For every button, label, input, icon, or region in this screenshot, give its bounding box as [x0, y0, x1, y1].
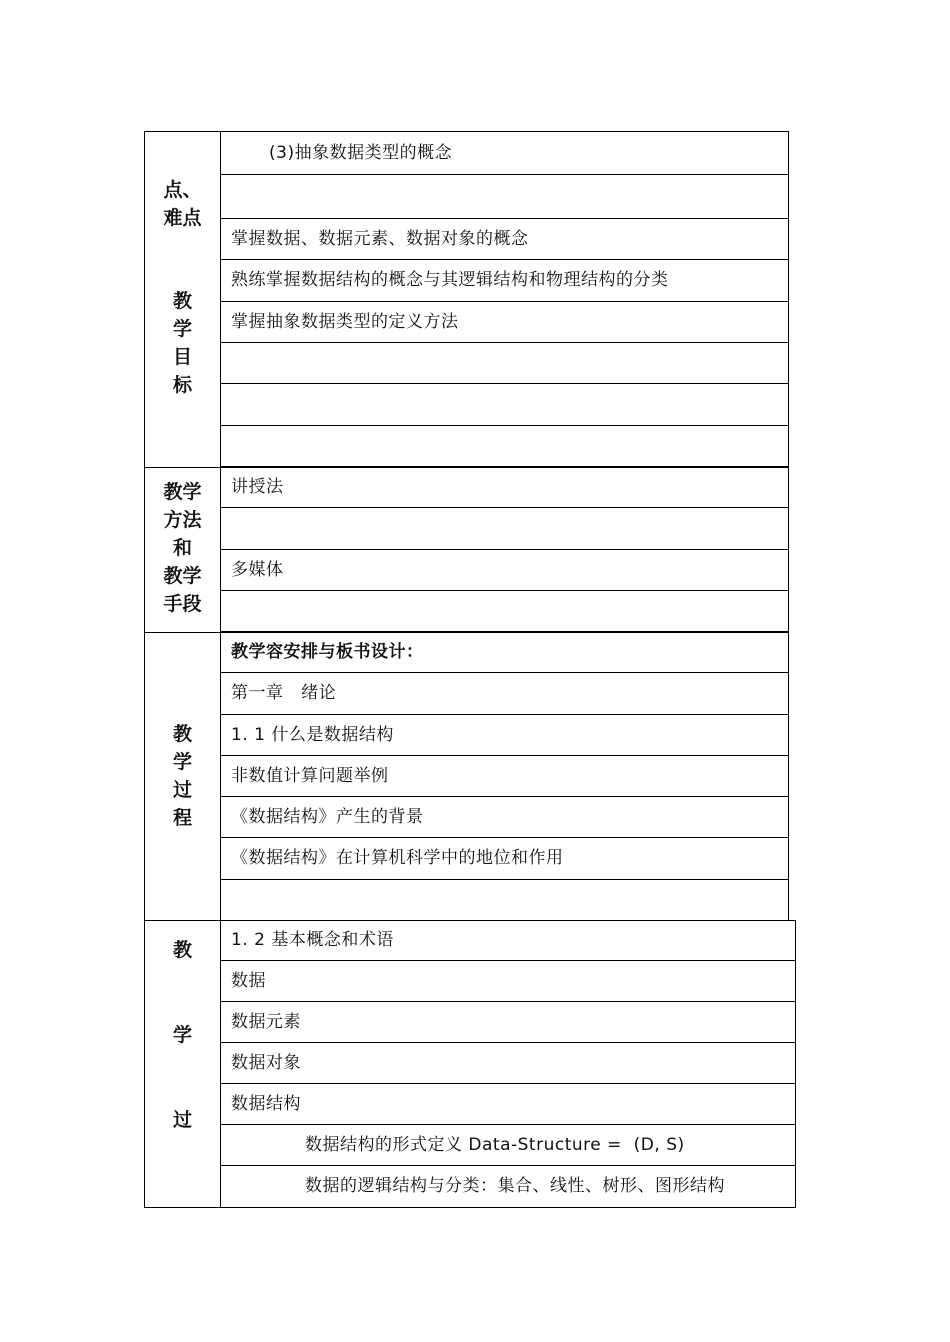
objective-row	[220, 302, 788, 343]
objective-row	[220, 260, 788, 302]
section-title: 1. 2 基本概念和术语	[231, 929, 394, 950]
keypoint-row	[220, 175, 788, 219]
process-row	[220, 838, 788, 880]
process-heading: 教学容安排与板书设计：	[231, 641, 424, 662]
formal-definition: 数据结构的形式定义 Data-Structure = (D, S)	[305, 1134, 685, 1155]
keypoint-text: (3)抽象数据类型的概念	[269, 142, 453, 163]
method-text: 多媒体	[231, 559, 284, 580]
logical-structure-text: 数据的逻辑结构与分类：集合、线性、树形、图形结构	[305, 1175, 725, 1196]
methods-label: 教学 方法 和 教学 手段	[163, 481, 202, 615]
objective-text: 掌握数据、数据元素、数据对象的概念	[231, 228, 529, 249]
keypoints-label-line2: 难点	[163, 207, 202, 229]
process-row	[220, 797, 788, 838]
process-text: 数据	[231, 970, 266, 991]
process-row	[220, 673, 788, 715]
process-row	[220, 880, 788, 920]
process-row	[220, 1084, 795, 1125]
lesson-plan-table	[144, 131, 789, 921]
objective-row	[220, 219, 788, 260]
process-text: 非数值计算问题举例	[231, 765, 389, 786]
keypoints-label-line1: 点、	[163, 179, 202, 201]
process-row	[220, 1166, 795, 1206]
process-text: 数据对象	[231, 1052, 301, 1073]
process-text: 《数据结构》产生的背景	[231, 806, 424, 827]
process-label-char: 教	[172, 939, 192, 961]
process-row	[220, 632, 788, 673]
method-row	[220, 550, 788, 591]
method-row	[220, 467, 788, 508]
objectives-label: 教 学 目 标	[172, 290, 192, 396]
process-text: 《数据结构》在计算机科学中的地位和作用	[231, 848, 564, 868]
process-row	[220, 961, 795, 1002]
chapter-title: 第一章 绪论	[231, 683, 337, 703]
objective-row	[220, 426, 788, 467]
objective-row	[220, 384, 788, 426]
method-row	[220, 508, 788, 550]
process-row	[220, 920, 795, 961]
lesson-plan-table-continued	[144, 920, 796, 1208]
process-row	[220, 1002, 795, 1043]
objective-text: 熟练掌握数据结构的概念与其逻辑结构和物理结构的分类	[231, 270, 669, 290]
process-row	[220, 715, 788, 756]
process-row	[220, 1125, 795, 1166]
keypoints-label	[145, 176, 220, 232]
process-text: 数据结构	[231, 1093, 301, 1114]
process-label-char: 过	[172, 1109, 192, 1131]
process-text: 数据元素	[231, 1011, 301, 1032]
process-row	[220, 756, 788, 797]
method-text: 讲授法	[231, 476, 284, 497]
objective-row	[220, 343, 788, 384]
method-row	[220, 591, 788, 632]
section-title: 1. 1 什么是数据结构	[231, 724, 394, 745]
process-label-char: 学	[172, 1024, 192, 1046]
process-row	[220, 1043, 795, 1084]
process-label: 教 学 过 程	[172, 723, 192, 829]
objective-text: 掌握抽象数据类型的定义方法	[231, 311, 459, 332]
keypoint-row	[220, 132, 788, 175]
